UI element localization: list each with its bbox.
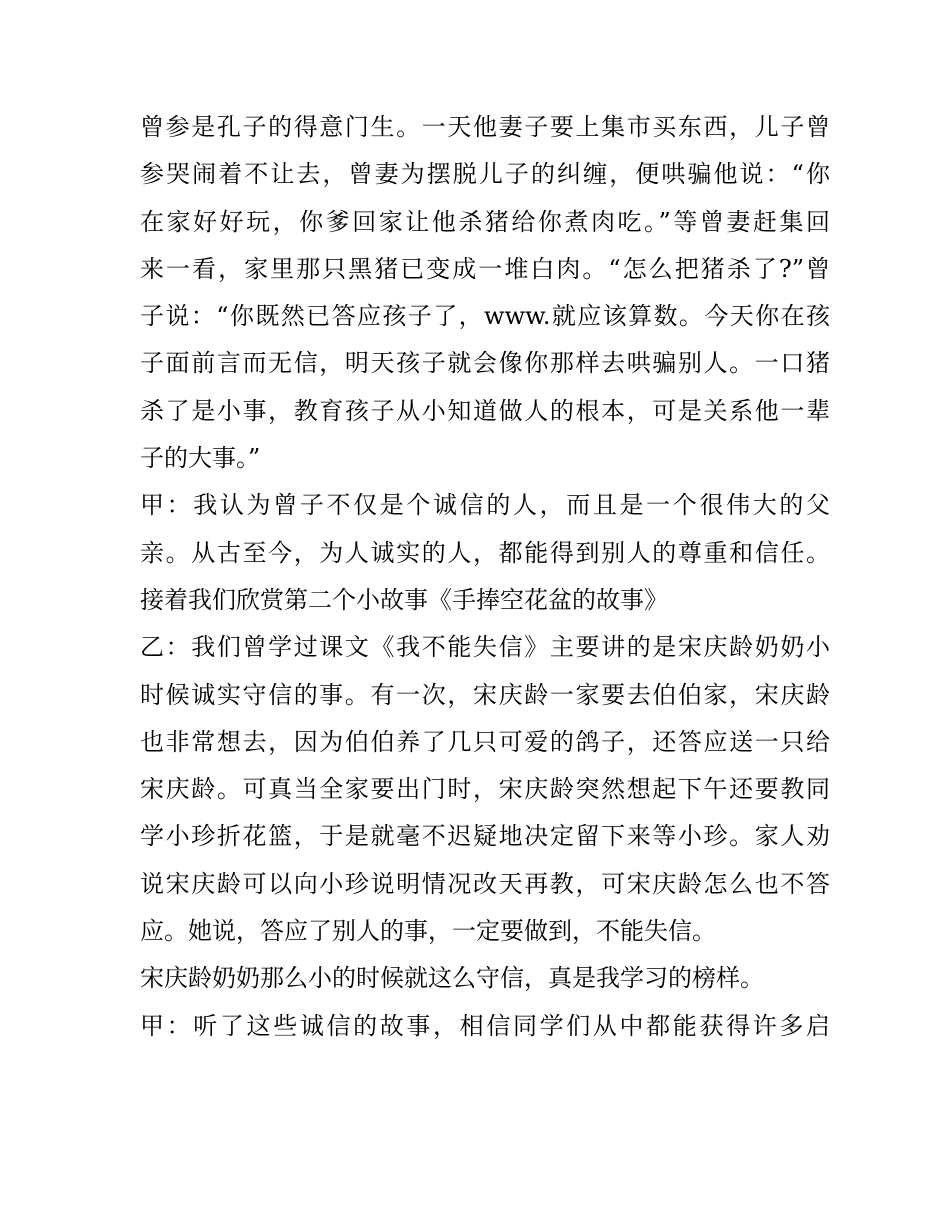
text-line: 宋庆龄奶奶那么小的时候就这么守信，真是我学习的榜样。 xyxy=(140,964,764,993)
text-line: 子说：“你既然已答应孩子了，www.就应该算数。今天你在孩 xyxy=(140,302,830,331)
document-body xyxy=(140,104,830,1050)
text-line: 时候诚实守信的事。有一次，宋庆龄一家要去伯伯家，宋庆龄 xyxy=(140,680,830,709)
text-line: 亲。从古至今，为人诚实的人，都能得到别人的尊重和信任。 xyxy=(140,538,830,567)
text-line: 来一看，家里那只黑猪已变成一堆白肉。“怎么把猪杀了?”曾 xyxy=(140,254,830,283)
text-line: 说宋庆龄可以向小珍说明情况改天再教，可宋庆龄怎么也不答 xyxy=(140,869,830,898)
text-line: 杀了是小事，教育孩子从小知道做人的根本，可是关系他一辈 xyxy=(140,396,830,425)
text-line: 子的大事。” xyxy=(140,444,261,473)
text-line: 参哭闹着不让去，曾妻为摆脱儿子的纠缠，便哄骗他说：“你 xyxy=(140,160,830,189)
text-line: 甲：听了这些诚信的故事，相信同学们从中都能获得许多启 xyxy=(140,1011,830,1040)
text-line: 子面前言而无信，明天孩子就会像你那样去哄骗别人。一口猪 xyxy=(140,349,830,378)
text-line: 接着我们欣赏第二个小故事《手捧空花盆的故事》 xyxy=(140,585,668,614)
text-line: 也非常想去，因为伯伯养了几只可爱的鸽子，还答应送一只给 xyxy=(140,727,830,756)
text-line: 甲：我认为曾子不仅是个诚信的人，而且是一个很伟大的父 xyxy=(140,491,830,520)
text-line: 在家好好玩，你爹回家让他杀猪给你煮肉吃。”等曾妻赶集回 xyxy=(140,207,830,236)
text-line: 宋庆龄。可真当全家要出门时，宋庆龄突然想起下午还要教同 xyxy=(140,775,830,804)
text-line: 学小珍折花篮，于是就毫不迟疑地决定留下来等小珍。家人劝 xyxy=(140,822,830,851)
text-line: 曾参是孔子的得意门生。一天他妻子要上集市买东西，儿子曾 xyxy=(140,113,830,141)
text-line: 应。她说，答应了别人的事，一定要做到，不能失信。 xyxy=(140,917,716,946)
text-line: 乙：我们曾学过课文《我不能失信》主要讲的是宋庆龄奶奶小 xyxy=(140,633,830,662)
